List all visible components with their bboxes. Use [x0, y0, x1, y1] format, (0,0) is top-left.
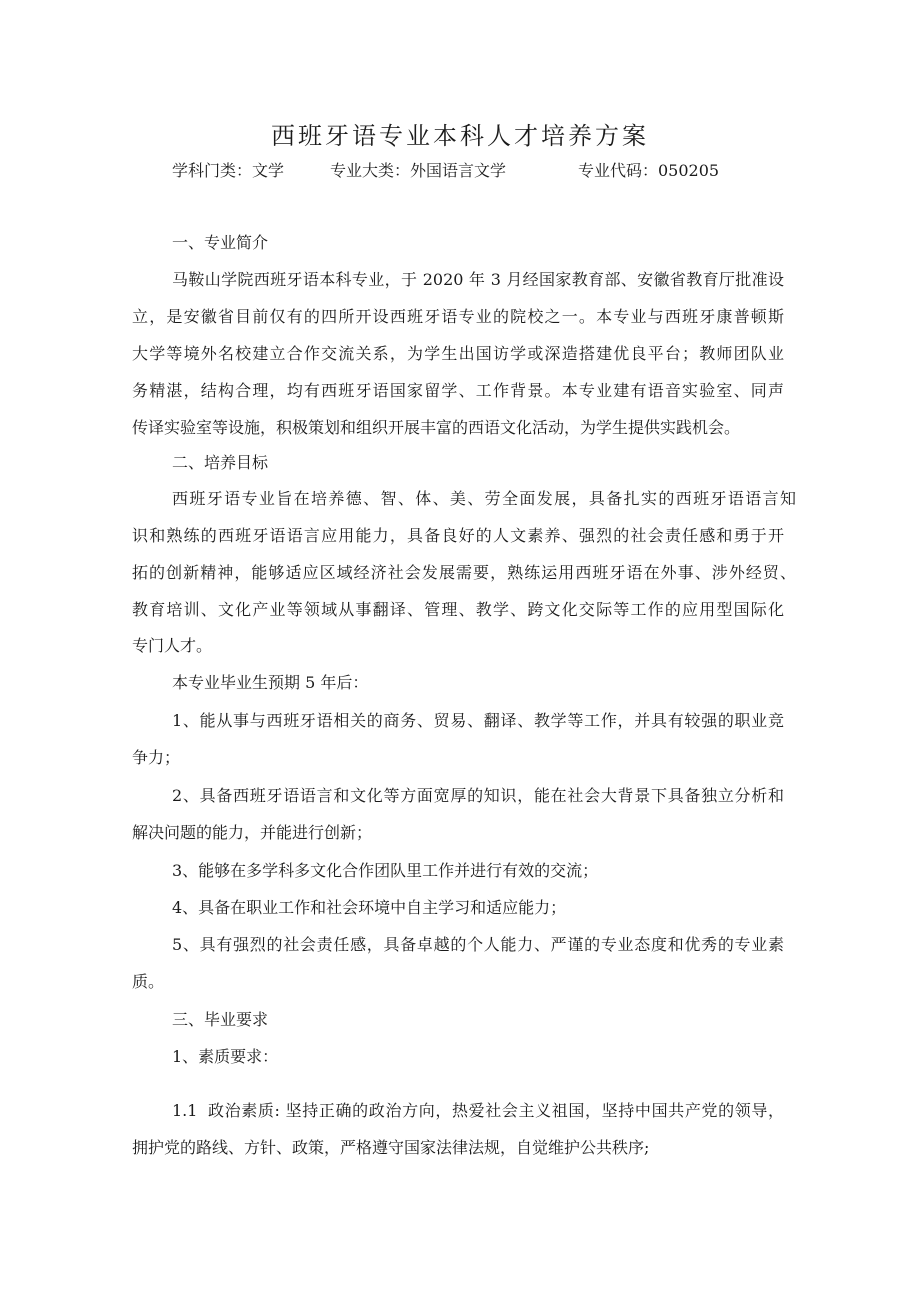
- line-text: 质。: [132, 972, 165, 991]
- line-text: 本专业毕业生预期 5 年后：: [172, 673, 369, 692]
- code-label: 专业代码：050205: [578, 161, 720, 180]
- line-text: 西班牙语专业旨在培养德、智、体、美、劳全面发展，具备扎实的西班牙语语言知: [172, 489, 796, 508]
- line-text: 2、具备西班牙语语言和文化等方面宽厚的知识，能在社会大背景下具备独立分析和: [172, 786, 784, 805]
- line-text: 争力；: [132, 748, 181, 767]
- line-text: 1、能从事与西班牙语相关的商务、贸易、翻译、教学等工作，并具有较强的职业竞: [172, 711, 784, 730]
- heading-text: 1、素质要求：: [172, 1047, 279, 1066]
- line-text: 专门人才。: [132, 636, 213, 655]
- line-text: 务精湛，结构合理，均有西班牙语国家留学、工作背景。本专业建有语音实验室、同声: [132, 381, 784, 400]
- line-text: 传译实验室等设施，积极策划和组织开展丰富的西语文化活动，为学生提供实践机会。: [132, 418, 741, 437]
- heading-text: 一、专业简介: [172, 233, 269, 252]
- line-text: 马鞍山学院西班牙语本科专业，于 2020 年 3 月经国家教育部、安徽省教育厅批准设: [172, 270, 784, 289]
- line-text: 识和熟练的西班牙语语言应用能力，具备良好的人文素养、强烈的社会责任感和勇于开: [132, 526, 784, 545]
- line-text: 教育培训、文化产业等领域从事翻译、管理、教学、跨文化交际等工作的应用型国际化: [132, 600, 784, 619]
- discipline-label: 学科门类：文学: [172, 161, 285, 180]
- line-text: 解决问题的能力，并能进行创新；: [132, 823, 373, 842]
- meta-line: [0, 159, 920, 183]
- line-text: 立，是安徽省目前仅有的四所开设西班牙语专业的院校之一。本专业与西班牙康普顿斯: [132, 307, 784, 326]
- document-title: 西班牙语专业本科人才培养方案: [271, 122, 649, 150]
- line-text: 大学等境外名校建立合作交流关系，为学生出国访学或深造搭建优良平台；教师团队业: [132, 344, 784, 363]
- line-text: 政治素质: 坚持正确的政治方向，热爱社会主义祖国，坚持中国共产党的领导，: [208, 1101, 784, 1120]
- line-text: 拓的创新精神，能够适应区域经济社会发展需要，熟练运用西班牙语在外事、涉外经贸、: [132, 563, 796, 582]
- line-text: 5、具有强烈的社会责任感，具备卓越的个人能力、严谨的专业态度和优秀的专业素: [172, 935, 784, 954]
- line-text: 3、能够在多学科多文化合作团队里工作并进行有效的交流；: [172, 861, 599, 880]
- line-text: 拥护党的路线、方针、政策，严格遵守国家法律法规，自觉维护公共秩序;: [132, 1138, 650, 1157]
- heading-text: 二、培养目标: [172, 453, 269, 472]
- item-number: 1.1: [172, 1101, 198, 1120]
- heading-text: 三、毕业要求: [172, 1010, 269, 1029]
- category-label: 专业大类：外国语言文学: [330, 161, 507, 180]
- line-text: 4、具备在职业工作和社会环境中自主学习和适应能力；: [172, 898, 567, 917]
